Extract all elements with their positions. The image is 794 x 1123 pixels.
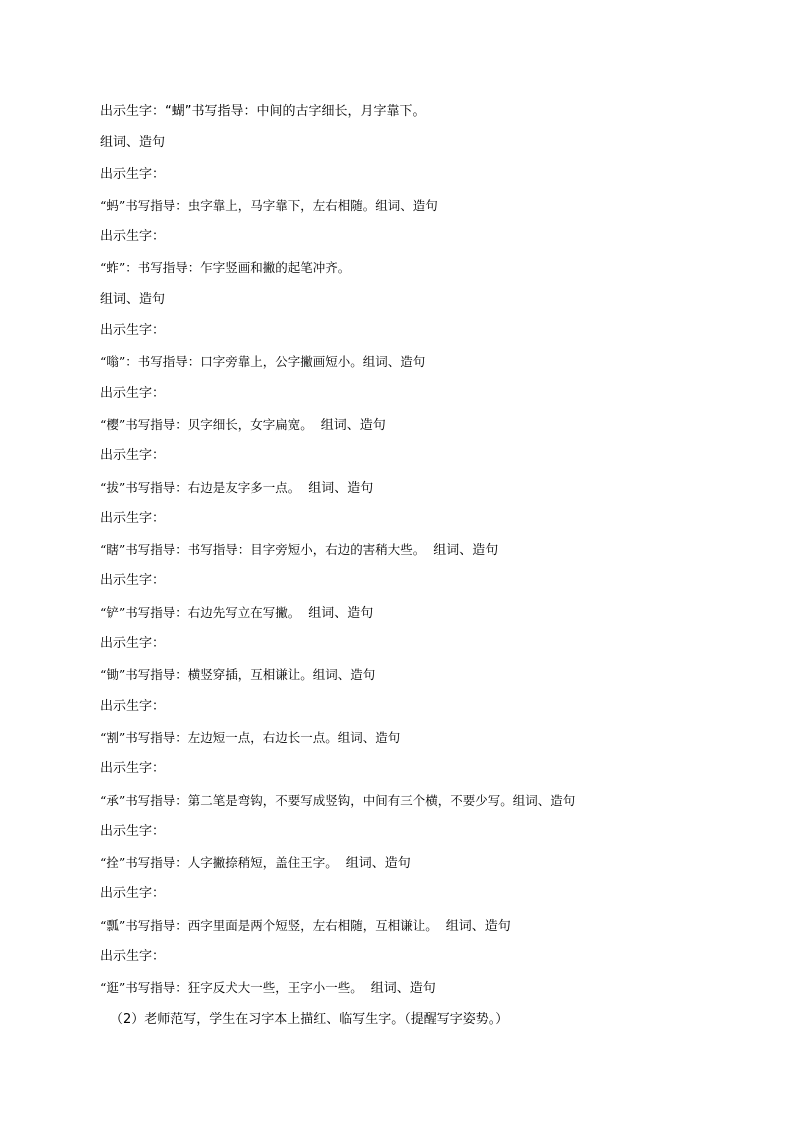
line-text: 出示生字： — [100, 385, 166, 401]
line-text: “瞎”书写指导：书写指导：目字旁短小，右边的害稍大些。 — [100, 542, 426, 558]
text-line — [100, 101, 700, 132]
text-line — [100, 570, 700, 601]
text-line — [100, 758, 700, 789]
text-line — [100, 633, 700, 664]
line-text: “割”书写指导：左边短一点，右边长一点。组词、造句 — [100, 729, 401, 745]
text-line — [100, 195, 700, 226]
document-body — [100, 101, 700, 1040]
line-text: “蚱”：书写指导：乍字竖画和撇的起笔冲齐。 — [100, 260, 351, 276]
line-text: “拴”书写指导：人字撇捺稍短，盖住王字。 — [100, 855, 338, 871]
spacer — [363, 980, 371, 995]
line-text: 出示生字： — [100, 823, 166, 839]
line-text: “逛”书写指导：狂字反犬大一些，王字小一些。 — [100, 980, 363, 996]
line-text: 出示生字：“蝴”书写指导：中间的古字细长，月字靠下。 — [100, 104, 426, 119]
text-line — [100, 445, 700, 476]
line-text: 出示生字： — [100, 761, 166, 777]
text-line — [100, 226, 700, 257]
line-text: “嗡”：书写指导：口字旁靠上，公字撇画短小。组词、造句 — [100, 354, 426, 370]
line-text: 出示生字： — [100, 698, 166, 714]
line-text: 出示生字： — [100, 323, 166, 339]
line-text: “蚂”书写指导：虫字靠上，马字靠下，左右相随。组词、造句 — [100, 197, 438, 213]
text-line — [100, 289, 700, 320]
line-tail-text: 组词、造句 — [433, 543, 499, 559]
text-line — [100, 320, 700, 351]
text-line — [100, 696, 700, 727]
line-tail-text: 组词、造句 — [308, 480, 374, 496]
text-line — [100, 977, 700, 1008]
text-line — [100, 132, 700, 163]
text-line — [100, 946, 700, 977]
text-line — [100, 257, 700, 288]
line-text: 组词、造句 — [100, 135, 166, 151]
text-line — [100, 383, 700, 414]
text-line — [100, 602, 700, 633]
line-text: 出示生字： — [100, 448, 166, 464]
text-line — [100, 414, 700, 445]
line-text: 出示生字： — [100, 510, 166, 526]
line-text: 出示生字： — [100, 886, 166, 902]
line-text: 出示生字： — [100, 166, 166, 182]
spacer — [313, 417, 321, 432]
line-text: 出示生字： — [100, 573, 166, 589]
line-text: 组词、造句 — [100, 291, 166, 307]
text-line — [100, 664, 700, 695]
line-tail-text: 组词、造句 — [308, 605, 374, 621]
line-text: “铲”书写指导：右边先写立在写撇。 — [100, 604, 301, 620]
line-text: “承”书写指导：第二笔是弯钩，不要写成竖钩，中间有三个横，不要少写。组词、造句 — [100, 792, 576, 808]
spacer — [438, 918, 446, 933]
text-line — [100, 351, 700, 382]
text-line — [100, 539, 700, 570]
text-line — [100, 915, 700, 946]
text-line — [100, 852, 700, 883]
line-tail-text: 组词、造句 — [445, 918, 511, 934]
line-text: 出示生字： — [100, 636, 166, 652]
text-line — [100, 164, 700, 195]
text-line — [100, 883, 700, 914]
text-line — [100, 1009, 700, 1040]
text-line — [100, 508, 700, 539]
line-tail-text: 组词、造句 — [370, 981, 436, 997]
text-line — [100, 821, 700, 852]
line-text: “拔”书写指导：右边是友字多一点。 — [100, 479, 301, 495]
line-text: “瓢”书写指导：西字里面是两个短竖，左右相随，互相谦让。 — [100, 917, 438, 933]
line-text: “锄”书写指导：横竖穿插，互相谦让。组词、造句 — [100, 667, 376, 683]
line-text: “樱”书写指导：贝字细长，女字扁宽。 — [100, 416, 313, 432]
line-tail-text: 组词、造句 — [345, 856, 411, 872]
line-text: （2）老师范写，学生在习字本上描红、临写生字。（提醒写字姿势。） — [110, 1011, 509, 1027]
text-line — [100, 477, 700, 508]
text-line — [100, 727, 700, 758]
spacer — [338, 855, 346, 870]
text-line — [100, 790, 700, 821]
line-text: 出示生字： — [100, 229, 166, 245]
line-text: 出示生字： — [100, 949, 166, 965]
line-tail-text: 组词、造句 — [320, 417, 386, 433]
